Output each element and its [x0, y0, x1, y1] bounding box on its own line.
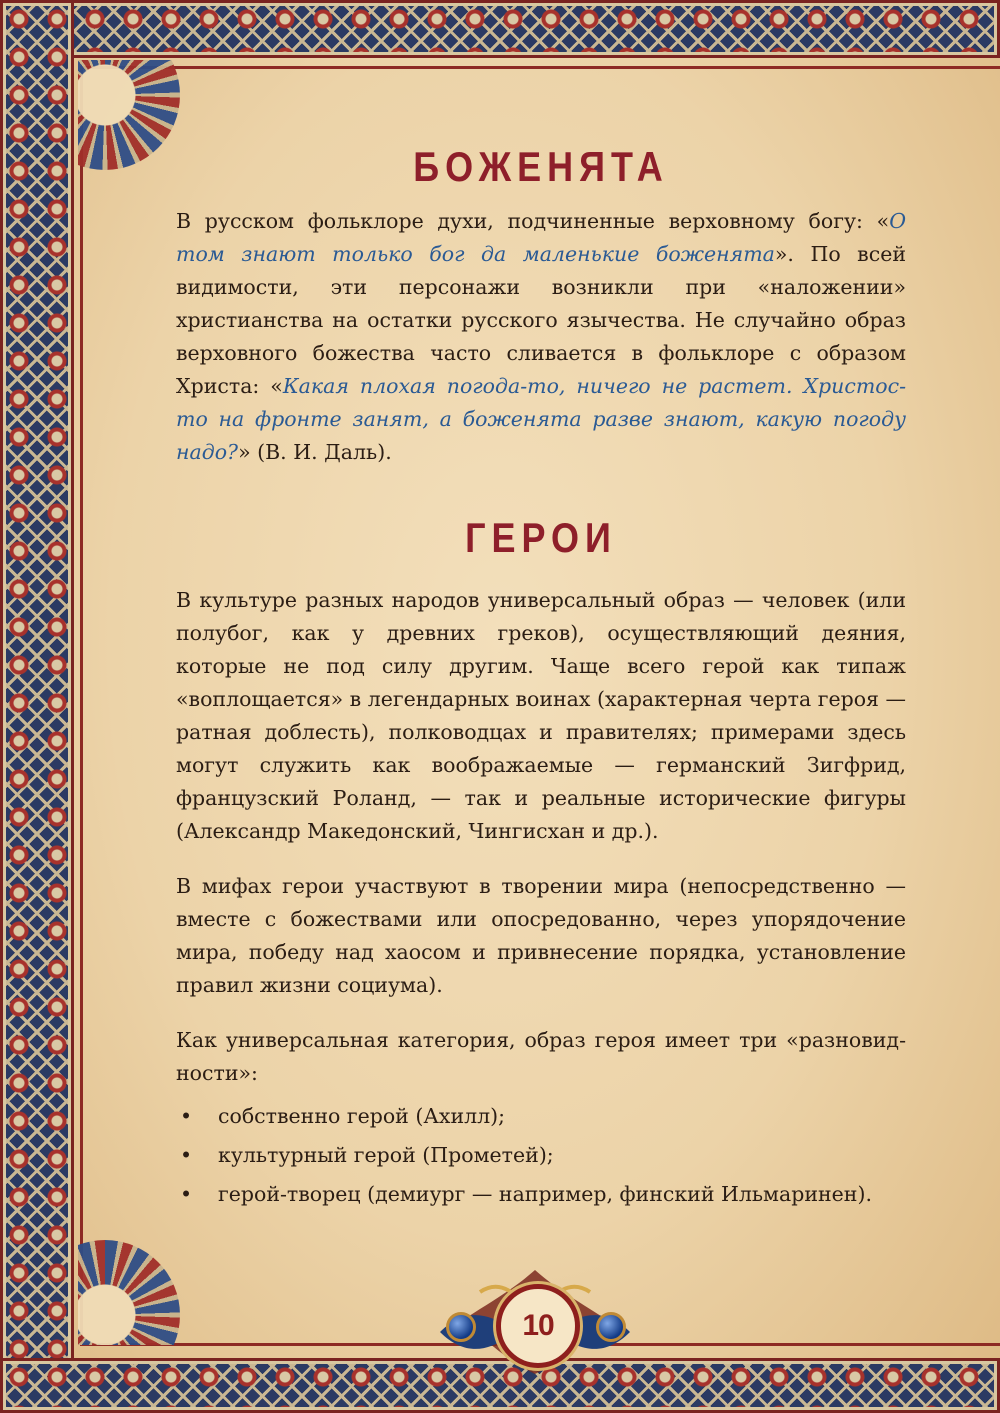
folk-quote: О том знают только бог да маленькие боженята [176, 209, 906, 266]
heroes-paragraph-1: В культуре разных народов универсальный образ — человек (или полубог, как у древних греков), осуществляющий деяния, которые не под силу другим. Чаще всего герой как типаж «воплощается» в легендарных воинах (характерная черта героя — ратная доблесть), полководцах и правителях; примерами здесь могут служить как воображаемые — германский Зигфрид, французский Роланд, — так и реальные исторические фигуры (Александр Македонский, Чингисхан и др.). [176, 588, 907, 843]
ornamental-border-top [0, 0, 1000, 58]
list-item: • культурный герой (Прометей); [176, 1139, 906, 1172]
ornamental-border-left [0, 0, 74, 1413]
list-item: • собственно герой (Ахилл); [176, 1100, 906, 1133]
main-content [176, 142, 907, 1217]
gem-left-icon [446, 1312, 476, 1342]
section-heading-bozhenyata: БОЖЕНЯТА [413, 142, 669, 191]
bozhenyata-paragraph: В русском фольклоре духи, подчиненные верховному богу: «О том знают только бог да маленькие боженята». По всей видимости, эти персонажи возникли при «наложении» христианства на остатки русского язычества. Не случайно образ верховного божества часто сливается в фольклоре с образом Христа: «Какая плохая погода-то, ничего не растет. Христос-то на фронте занят, а боженята разве знают, какую погоду надо?» (В. И. Даль). [176, 209, 907, 464]
hero-types-list [176, 1100, 906, 1211]
page-number: 10 [496, 1284, 580, 1368]
heroes-paragraph-2: В мифах герои участвуют в творении мира (непосредственно — вместе с божествами или опосредованно, через упорядочение мира, победу над хаосом и привнесение порядка, установление правил жизни социума). [176, 874, 906, 997]
heroes-paragraph-3: Как универсальная категория, образ героя имеет три «разновидности»: [176, 1028, 906, 1085]
folk-quote: Какая плохая погода-то, ничего не растет. Христос-то на фронте занят, а боженята разве знают, какую погоду надо? [176, 374, 907, 464]
gem-right-icon [596, 1312, 626, 1342]
list-item: • герой-творец (демиург — например, финский Ильмаринен). [176, 1178, 906, 1211]
section-heading-geroi: ГЕРОИ [465, 513, 617, 562]
